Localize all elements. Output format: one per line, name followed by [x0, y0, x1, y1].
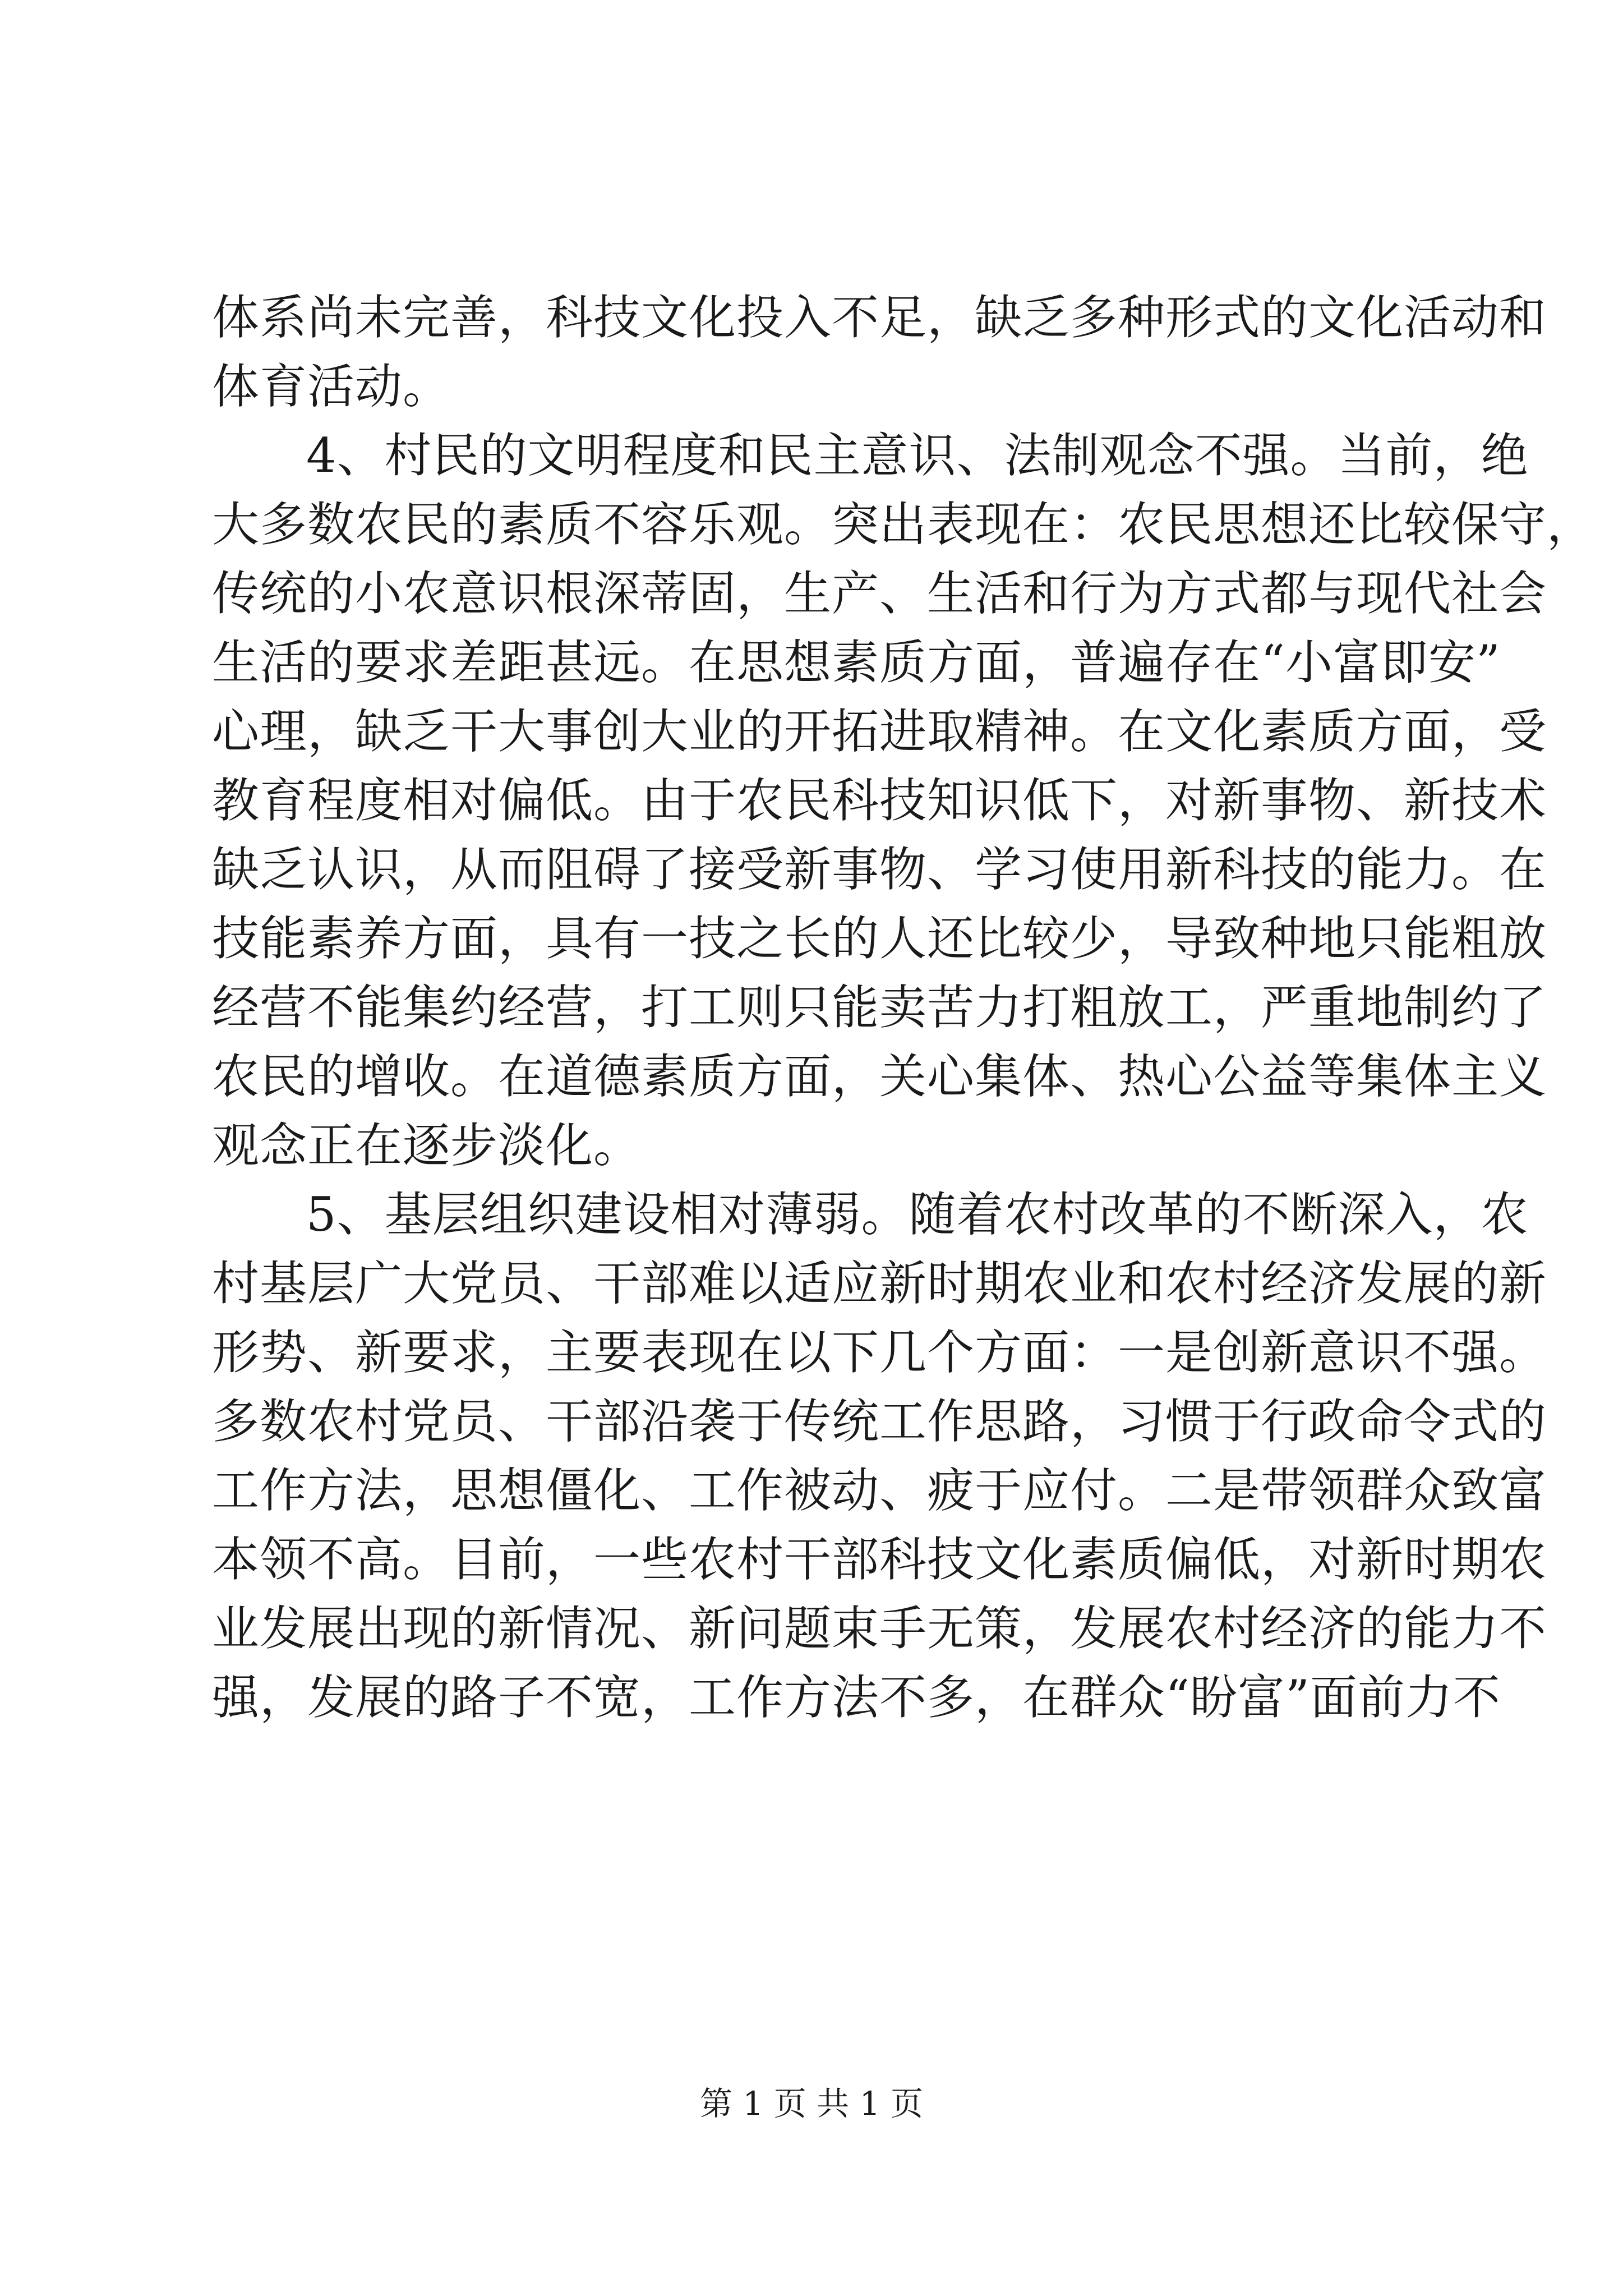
text-line: 传统的小农意识根深蒂固，生产、生活和行为方式都与现代社会 — [212, 566, 1547, 621]
text-line: 农民的增收。在道德素质方面，关心集体、热心公益等集体主义 — [212, 1049, 1547, 1104]
text-line: 业发展出现的新情况、新问题束手无策，发展农村经济的能力不 — [212, 1601, 1547, 1656]
text-line: 体系尚未完善，科技文化投入不足，缺乏多种形式的文化活动和 — [212, 290, 1547, 345]
text-line: 体育活动。 — [212, 359, 451, 414]
paragraph-start-line: 4、村民的文明程度和民主意识、法制观念不强。当前，绝 — [306, 428, 1529, 483]
text-line: 教育程度相对偏低。由于农民科技知识低下，对新事物、新技术 — [212, 773, 1547, 828]
text-line: 形势、新要求，主要表现在以下几个方面：一是创新意识不强。 — [212, 1325, 1547, 1380]
page-number-label: 第 1 页 共 1 页 — [700, 2085, 923, 2123]
text-line: 经营不能集约经营，打工则只能卖苦力打粗放工，严重地制约了 — [212, 980, 1547, 1035]
text-line: 多数农村党员、干部沿袭于传统工作思路，习惯于行政命令式的 — [212, 1394, 1547, 1449]
page-footer — [0, 2081, 1623, 2126]
text-line: 缺乏认识，从而阻碍了接受新事物、学习使用新科技的能力。在 — [212, 842, 1547, 897]
text-line: 观念正在逐步淡化。 — [212, 1118, 642, 1173]
document-body — [212, 283, 1595, 1732]
text-line: 村基层广大党员、干部难以适应新时期农业和农村经济发展的新 — [212, 1256, 1547, 1311]
text-line: 工作方法，思想僵化、工作被动、疲于应付。二是带领群众致富 — [212, 1463, 1547, 1518]
text-line: 技能素养方面，具有一技之长的人还比较少，导致种地只能粗放 — [212, 911, 1547, 966]
text-line: 心理，缺乏干大事创大业的开拓进取精神。在文化素质方面，受 — [212, 704, 1547, 759]
text-line: 强，发展的路子不宽，工作方法不多，在群众“盼富”面前力不 — [212, 1670, 1501, 1725]
paragraph-start-line: 5、基层组织建设相对薄弱。随着农村改革的不断深入，农 — [306, 1187, 1529, 1242]
text-line: 本领不高。目前，一些农村干部科技文化素质偏低，对新时期农 — [212, 1532, 1547, 1587]
text-line: 生活的要求差距甚远。在思想素质方面，普遍存在“小富即安” — [212, 635, 1501, 690]
text-line: 大多数农民的素质不容乐观。突出表现在：农民思想还比较保守， — [212, 497, 1595, 552]
